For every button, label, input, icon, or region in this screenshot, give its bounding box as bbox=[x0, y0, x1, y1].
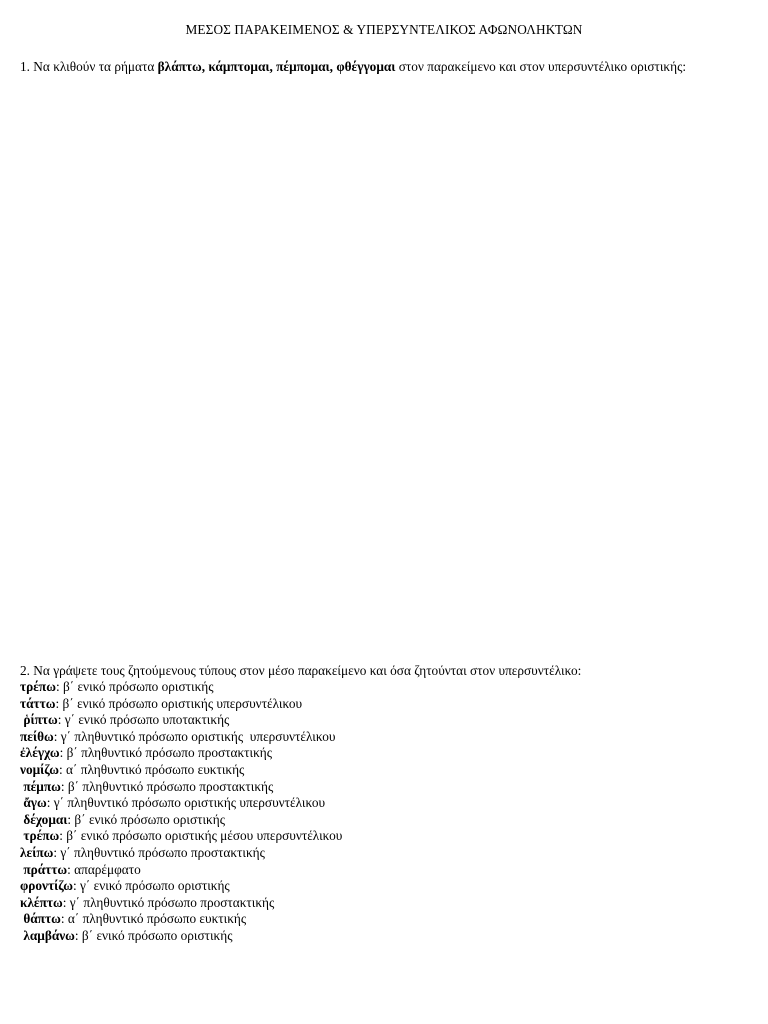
item-description: : γ΄ πληθυντικό πρόσωπο προστακτικής bbox=[62, 894, 275, 910]
list-item bbox=[20, 828, 755, 845]
item-verb: πράττω bbox=[20, 861, 68, 877]
list-item bbox=[20, 878, 755, 895]
exercise-2-instruction: 2. Να γράψετε τους ζητούμενους τύπους στον μέσο παρακείμενο και όσα ζητούνται στον υπερσυντέλικο: bbox=[20, 663, 582, 678]
exercise-1-instruction bbox=[20, 58, 755, 75]
list-item bbox=[20, 845, 755, 862]
list-item bbox=[20, 779, 755, 796]
item-description: : β΄ ενικό πρόσωπο οριστικής bbox=[67, 811, 225, 827]
item-description: : β΄ πληθυντικό πρόσωπο προστακτικής bbox=[60, 778, 274, 794]
list-item bbox=[20, 729, 755, 746]
item-verb: φροντίζω bbox=[20, 878, 74, 894]
item-description: : γ΄ πληθυντικό πρόσωπο οριστικής υπερσυντέλικου bbox=[53, 728, 336, 744]
item-description: : β΄ ενικό πρόσωπο οριστικής bbox=[74, 927, 233, 943]
item-description: : β΄ πληθυντικό πρόσωπο προστακτικής bbox=[59, 745, 273, 761]
item-description: : β΄ ενικό πρόσωπο οριστικής υπερσυντέλικου bbox=[55, 695, 303, 711]
list-item bbox=[20, 795, 755, 812]
item-verb: δέχομαι bbox=[20, 811, 68, 827]
page-title: ΜΕΣΟΣ ΠΑΡΑΚΕΙΜΕΝΟΣ & ΥΠΕΡΣΥΝΤΕΛΙΚΟΣ ΑΦΩΝΟΛΗΚΤΩΝ bbox=[185, 22, 583, 37]
item-description: : γ΄ ενικό πρόσωπο υποτακτικής bbox=[57, 712, 230, 728]
item-description: : β΄ ενικό πρόσωπο οριστικής μέσου υπερσυντέλικου bbox=[59, 828, 343, 844]
list-item bbox=[20, 679, 755, 696]
item-verb: λαμβάνω bbox=[20, 927, 75, 943]
exercise-1-verbs: βλάπτω, κάμπτομαι, πέμπομαι, φθέγγομαι bbox=[157, 59, 396, 74]
item-verb: τρέπω bbox=[20, 679, 56, 694]
list-item bbox=[20, 712, 755, 729]
list-item bbox=[20, 928, 755, 945]
item-verb: νομίζω bbox=[20, 761, 60, 777]
item-description: : α΄ πληθυντικό πρόσωπο ευκτικής bbox=[59, 761, 245, 777]
exercise-1-suffix: στον παρακείμενο και στον υπερσυντέλικο οριστικής: bbox=[395, 59, 687, 74]
item-verb: λείπω bbox=[20, 844, 54, 860]
item-verb: πέμπω bbox=[20, 778, 61, 794]
exercise-1-prefix: 1. Να κλιθούν τα ρήματα bbox=[20, 59, 158, 74]
item-description: : γ΄ ενικό πρόσωπο οριστικής bbox=[73, 878, 230, 894]
list-item bbox=[20, 862, 755, 879]
item-verb: θάπτω bbox=[20, 911, 61, 927]
item-verb: τρέπω bbox=[20, 828, 60, 844]
item-verb: ἐλέγχω bbox=[20, 745, 60, 761]
item-verb: ῥίπτω bbox=[20, 712, 58, 728]
item-description: : β΄ ενικό πρόσωπο οριστικής bbox=[55, 679, 214, 694]
item-verb: πείθω bbox=[20, 728, 54, 744]
item-verb: κλέπτω bbox=[20, 894, 63, 910]
exercise-2-items bbox=[20, 679, 755, 945]
item-description: : α΄ πληθυντικό πρόσωπο ευκτικής bbox=[60, 911, 247, 927]
item-description: : απαρέμφατο bbox=[67, 861, 141, 877]
item-verb: τάττω bbox=[20, 695, 56, 711]
list-item bbox=[20, 812, 755, 829]
list-item bbox=[20, 911, 755, 928]
list-item bbox=[20, 762, 755, 779]
list-item bbox=[20, 745, 755, 762]
item-description: : γ΄ πληθυντικό πρόσωπο οριστικής υπερσυντέλικου bbox=[46, 795, 326, 811]
item-verb: ἄγω bbox=[20, 795, 47, 811]
list-item bbox=[20, 696, 755, 713]
list-item bbox=[20, 895, 755, 912]
item-description: : γ΄ πληθυντικό πρόσωπο προστακτικής bbox=[53, 844, 265, 860]
